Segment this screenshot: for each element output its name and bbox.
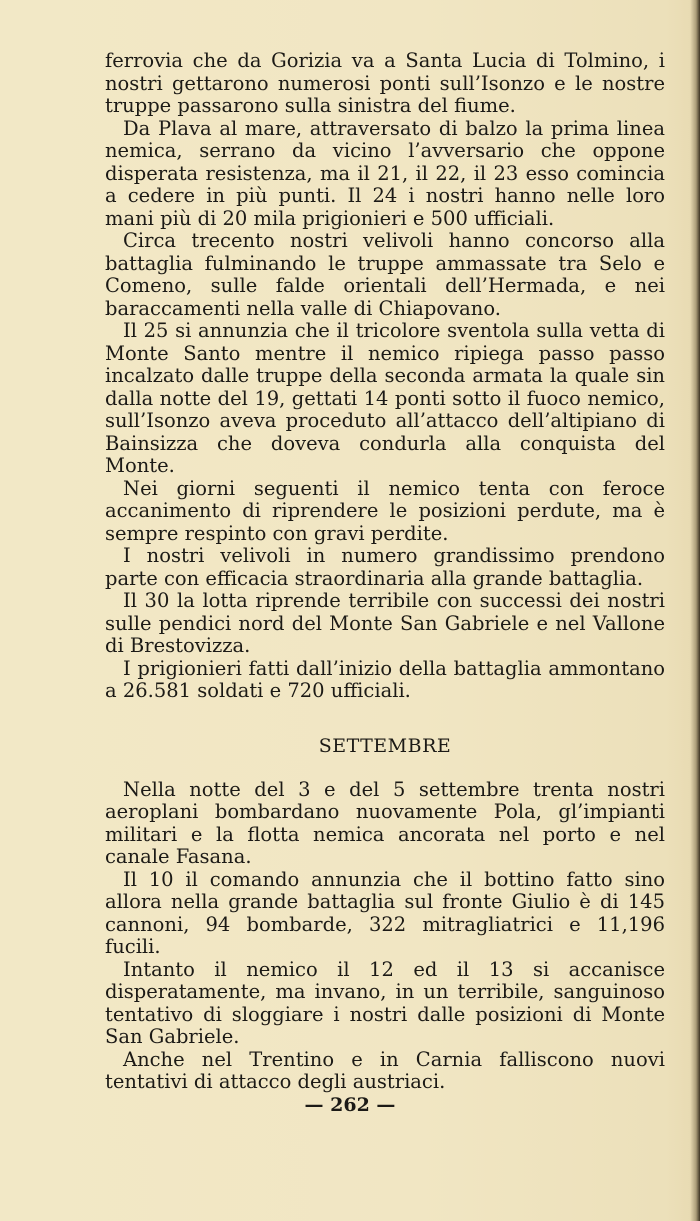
paragraph: Nella notte del 3 e del 5 settembre trenta nostri aeroplani bombardano nuovamente Pola, gl’impianti militari e la flotta nemica ancorata nel porto e nel canale Fasana. [105, 777, 665, 868]
paragraph: Il 30 la lotta riprende terribile con successi dei nostri sulle pendici nord del Monte San Gabriele e nel Vallone di Brestovizza. [105, 589, 665, 657]
paragraph: Il 10 il comando annunzia che il bottino fatto sino allora nella grande battaglia sul fronte Giulio è di 145 cannoni, 94 bombarde, 322 mitragliatrici e 11,196 fucili. [105, 867, 665, 958]
page-edge-shadow [690, 0, 700, 1221]
paragraph: Intanto il nemico il 12 ed il 13 si accanisce disperatamente, ma invano, in un terribile, sanguinoso tentativo di sloggiare i nostri dalle posizioni di Monte San Gabriele. [105, 957, 665, 1048]
paragraph: Anche nel Trentino e in Carnia falliscono nuovi tentativi di attacco degli austriaci. [105, 1047, 665, 1093]
paragraph: I nostri velivoli in numero grandissimo prendono parte con efficacia straordinaria alla grande battaglia. [105, 544, 665, 590]
paragraph: Il 25 si annunzia che il tricolore sventola sulla vetta di Monte Santo mentre il nemico ripiega passo passo incalzato dalle truppe della seconda armata la quale sin dalla notte del 19, gettati 14 ponti sotto il fuoco nemico, sull’Isonzo aveva proceduto all’attacco dell’altipiano di Bainsizza che doveva condurla alla conquista del Monte. [105, 319, 665, 477]
paragraph: Da Plava al mare, attraversato di balzo la prima linea nemica, serrano da vicino l’avversario che oppone disperata resistenza, ma il 21, il 22, il 23 esso comincia a cedere in più punti. Il 24 i nostri hanno nelle loro mani più di 20 mila prigionieri e 500 ufficiali. [105, 116, 665, 230]
paragraph: Circa trecento nostri velivoli hanno concorso alla battaglia fulminando le truppe ammassate tra Selo e Comeno, sulle falde orientali dell’Hermada, e nei baraccamenti nella valle di Chiapovano. [105, 229, 665, 320]
paragraph: ferrovia che da Gorizia va a Santa Lucia di Tolmino, i nostri gettarono numerosi ponti sull’Isonzo e le nostre truppe passarono sulla sinistra del fiume. [105, 49, 665, 117]
paragraph: I prigionieri fatti dall’inizio della battaglia ammontano a 26.581 soldati e 720 ufficiali. [105, 656, 665, 702]
page-number: — 262 — [304, 1094, 396, 1116]
section-heading: SETTEMBRE [318, 734, 452, 757]
page-body [105, 50, 665, 1094]
paragraph: Nei giorni seguenti il nemico tenta con feroce accanimento di riprendere le posizioni perdute, ma è sempre respinto con gravi perdite. [105, 476, 665, 545]
